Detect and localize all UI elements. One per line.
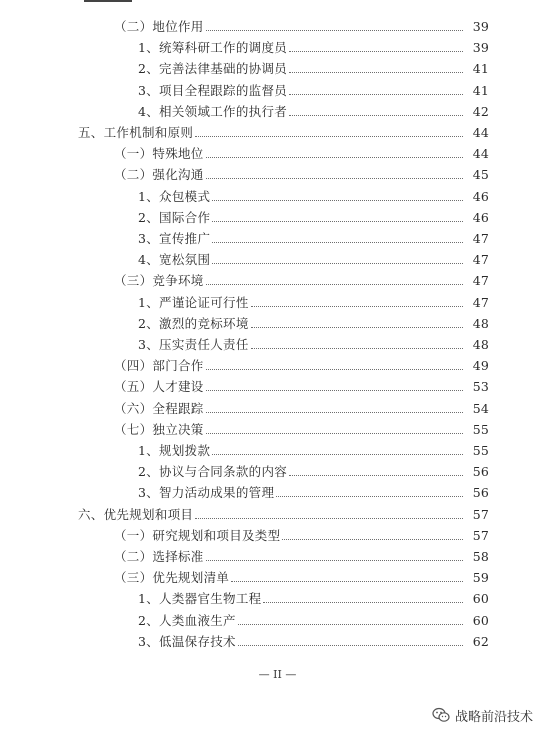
dot-leader	[251, 347, 463, 349]
dot-leader	[289, 93, 463, 95]
dot-leader	[206, 559, 463, 561]
toc-entry-page: 56	[472, 485, 489, 501]
toc-entry-label: 1、规划拨款	[138, 443, 211, 458]
toc-entry-label: 六、优先规划和项目	[78, 506, 194, 522]
toc-entry-label: （四）部门合作	[114, 358, 204, 374]
toc-entry	[0, 184, 555, 205]
dot-leader	[212, 262, 463, 264]
dot-leader	[238, 644, 463, 646]
toc-entry-label: 2、协议与合同条款的内容	[138, 464, 288, 480]
toc-entry-label: 3、宣传推广	[138, 231, 211, 246]
toc-entry-label: （二）强化沟通	[114, 167, 204, 183]
page-number: — II —	[258, 668, 297, 681]
dot-leader	[206, 411, 463, 413]
toc-entry-label: （二）选择标准	[114, 549, 204, 564]
toc-entry-page: 55	[472, 443, 489, 458]
toc-entry-label: 1、严谨论证可行性	[138, 294, 249, 310]
toc-entry	[0, 247, 555, 268]
toc-entry-label: （一）研究规划和项目及类型	[114, 527, 281, 543]
dot-leader	[195, 517, 463, 519]
toc-entry	[0, 374, 555, 395]
toc-entry-page: 47	[472, 231, 489, 246]
toc-entry-label: 1、统筹科研工作的调度员	[138, 40, 288, 56]
toc-entry-label: 3、智力活动成果的管理	[138, 485, 275, 501]
toc-entry	[0, 629, 555, 650]
toc-entry-label: 4、宽松氛围	[138, 252, 211, 268]
dot-leader	[263, 601, 463, 603]
toc-entry	[0, 480, 555, 501]
toc-entry	[0, 502, 555, 523]
dot-leader	[206, 432, 463, 434]
toc-entry-label: 五、工作机制和原则	[78, 125, 194, 140]
toc-entry-page: 41	[472, 82, 489, 98]
toc-entry-page: 46	[472, 188, 489, 204]
dot-leader	[282, 538, 463, 540]
toc-entry	[0, 396, 555, 417]
toc-entry-page: 57	[472, 527, 489, 543]
toc-entry	[0, 56, 555, 77]
toc-entry-page: 45	[472, 167, 489, 183]
dot-leader	[206, 283, 463, 285]
dot-leader	[212, 241, 463, 243]
toc-entry-label: 1、人类器官生物工程	[138, 591, 262, 607]
toc-entry-page: 47	[472, 273, 489, 289]
watermark-text: 战略前沿技术	[455, 709, 534, 725]
toc-entry-page: 47	[472, 252, 489, 268]
toc-entry	[0, 459, 555, 480]
toc-entry	[0, 586, 555, 607]
toc-entry-label: 3、项目全程跟踪的监督员	[138, 82, 288, 98]
toc-entry	[0, 608, 555, 629]
toc-entry-page: 39	[472, 19, 489, 34]
toc-entry-page: 53	[472, 379, 489, 395]
toc-entry	[0, 544, 555, 565]
toc-entry-label: 2、人类血液生产	[138, 612, 236, 628]
toc-entry	[0, 162, 555, 183]
dot-leader	[251, 305, 463, 307]
toc-entry	[0, 523, 555, 544]
dot-leader	[195, 135, 463, 137]
toc-entry	[0, 78, 555, 99]
toc-entry-page: 60	[472, 591, 489, 607]
watermark	[432, 705, 533, 725]
toc-entry-page: 48	[472, 337, 489, 352]
toc-entry-page: 59	[472, 570, 489, 586]
dot-leader	[212, 220, 463, 222]
dot-leader	[289, 71, 463, 73]
dot-leader	[206, 156, 463, 158]
dot-leader	[238, 623, 463, 625]
toc-entry-page: 48	[472, 315, 489, 331]
toc-entry	[0, 565, 555, 586]
toc-entry-page: 58	[472, 549, 489, 564]
toc-entry-page: 41	[472, 61, 489, 77]
dot-leader	[251, 326, 463, 328]
toc-entry	[0, 226, 555, 247]
toc-entry-label: （一）特殊地位	[114, 146, 204, 162]
toc-entry-page: 54	[472, 400, 489, 416]
toc-entry-page: 47	[472, 294, 489, 310]
toc-entry-label: 2、国际合作	[138, 209, 211, 225]
toc-entry-page: 56	[472, 464, 489, 480]
dot-leader	[206, 389, 463, 391]
toc-entry	[0, 120, 555, 141]
toc-entry-page: 46	[472, 209, 489, 225]
toc-entry	[0, 332, 555, 353]
toc-entry-label: 4、相关领域工作的执行者	[138, 103, 288, 119]
toc-entry	[0, 14, 555, 35]
toc-entry-label: （七）独立决策	[114, 421, 204, 437]
toc-entry-page: 44	[472, 125, 489, 140]
toc-entry-page: 62	[472, 633, 489, 649]
dot-leader	[206, 177, 463, 179]
toc-entry	[0, 141, 555, 162]
toc-entry-page: 39	[472, 40, 489, 56]
toc-entry-page: 55	[472, 421, 489, 437]
toc-entry	[0, 290, 555, 311]
toc-entry-label: （三）优先规划清单	[114, 570, 230, 586]
dot-leader	[212, 199, 463, 201]
toc-entry-label: （二）地位作用	[114, 19, 204, 34]
dot-leader	[231, 580, 463, 582]
toc-entry	[0, 353, 555, 374]
toc-entry	[0, 311, 555, 332]
toc-entry-page: 57	[472, 506, 489, 522]
toc-entry	[0, 268, 555, 289]
dot-leader	[289, 50, 463, 52]
toc-entry-label: 3、压实责任人责任	[138, 337, 249, 352]
toc-entry	[0, 417, 555, 438]
toc-entry-page: 49	[472, 358, 489, 374]
toc-entry	[0, 99, 555, 120]
dot-leader	[276, 495, 463, 497]
dot-leader	[289, 114, 463, 116]
toc-entry-label: 2、完善法律基础的协调员	[138, 61, 288, 77]
dot-leader	[289, 474, 463, 476]
toc-entry-label: （三）竞争环境	[114, 273, 204, 289]
toc-entry	[0, 438, 555, 459]
dot-leader	[206, 368, 463, 370]
toc-entry-label: 1、众包模式	[138, 188, 211, 204]
toc-entry-label: （五）人才建设	[114, 379, 204, 395]
toc-entry-label: （六）全程跟踪	[114, 400, 204, 416]
toc-entry-page: 60	[472, 612, 489, 628]
toc-entry	[0, 35, 555, 56]
toc-entry-page: 42	[472, 103, 489, 119]
toc-entry-label: 3、低温保存技术	[138, 633, 236, 649]
wechat-icon	[432, 707, 450, 723]
toc-entry	[0, 205, 555, 226]
toc-entry-label: 2、激烈的竞标环境	[138, 315, 249, 331]
toc-entry-page: 44	[472, 146, 489, 162]
dot-leader	[206, 29, 463, 31]
dot-leader	[212, 453, 463, 455]
